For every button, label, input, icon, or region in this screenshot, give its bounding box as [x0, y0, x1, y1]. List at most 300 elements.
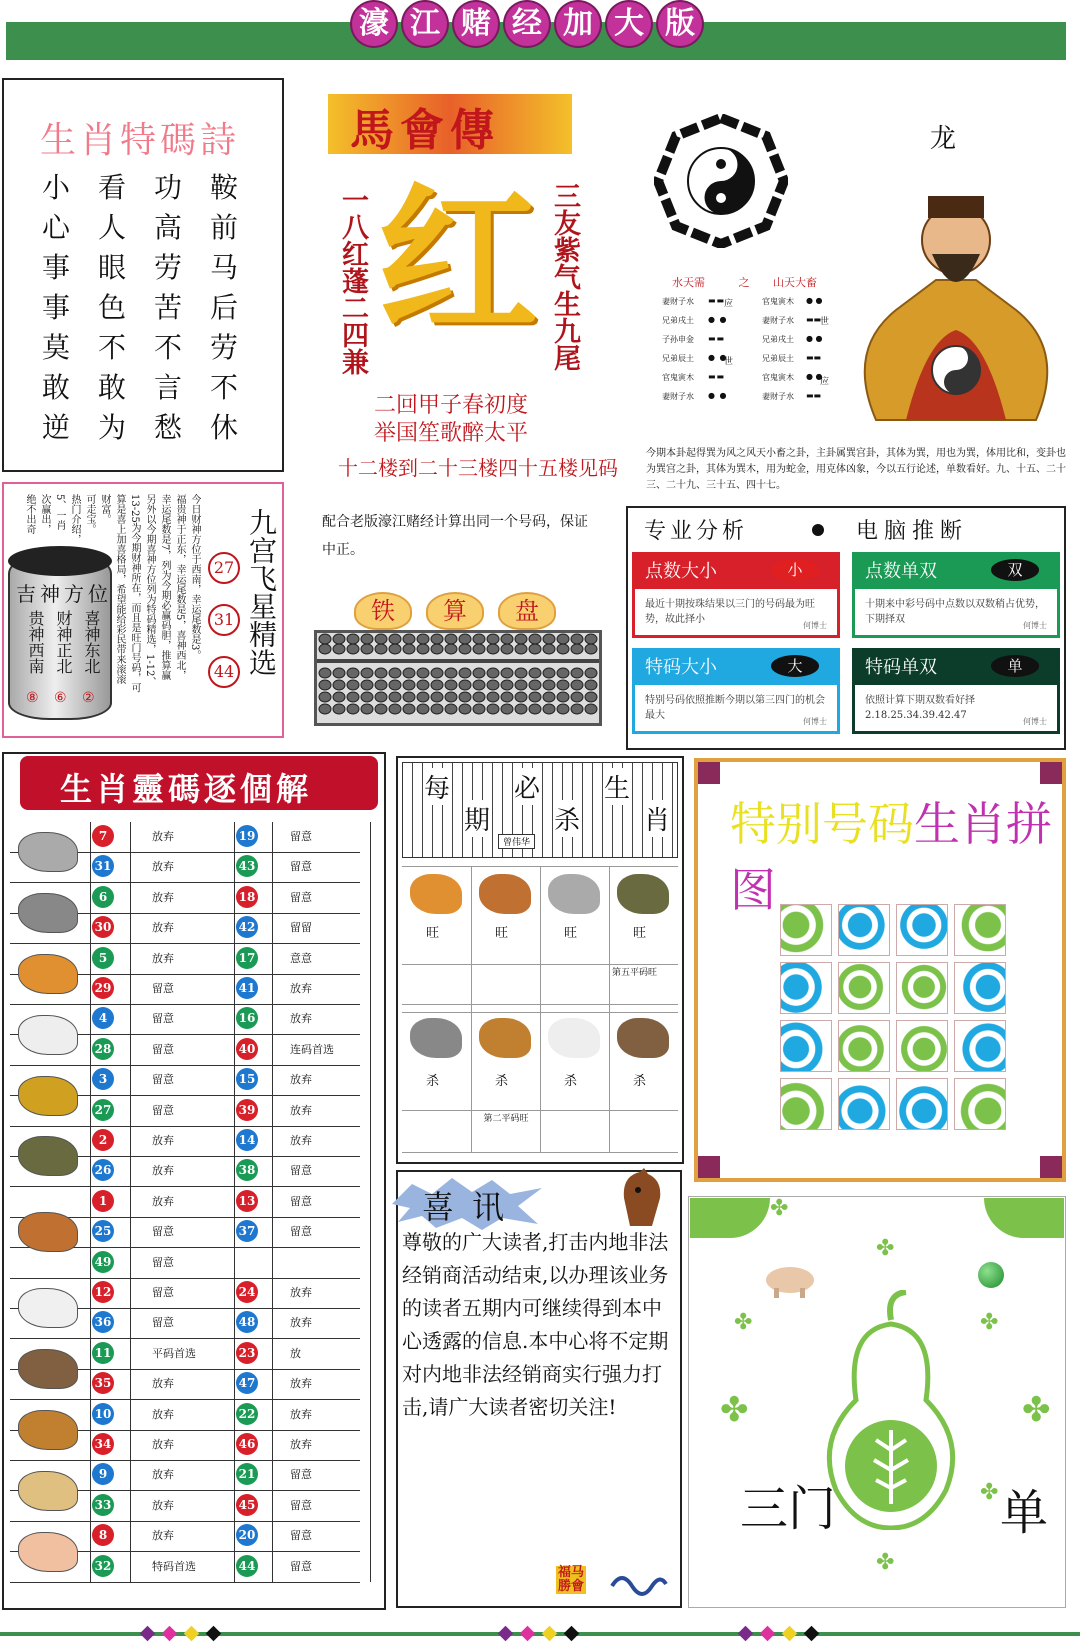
- abacus-bead: [529, 704, 541, 714]
- abacus-bead: [571, 704, 583, 714]
- grid-line: [540, 866, 541, 1152]
- poem-char: 敢: [98, 371, 127, 404]
- abacus-bead: [417, 680, 429, 690]
- abacus-bead: [487, 692, 499, 702]
- abacus-bead: [375, 692, 387, 702]
- abacus-bead: [347, 634, 359, 644]
- abacus-bead: [543, 704, 555, 714]
- hexagram-title-left: 水天需: [672, 276, 705, 289]
- nine-palace-text-col: 福贵神于正东，幸运尾数是5，喜神西北，: [174, 494, 185, 681]
- number-ball: 10: [92, 1403, 114, 1425]
- number-ball: 33: [92, 1494, 114, 1516]
- puzzle-tile: [896, 904, 948, 956]
- rooster-icon: [18, 1410, 78, 1450]
- puzzle-tile: [780, 962, 832, 1014]
- row-label-2: 留意: [290, 890, 312, 904]
- clover-icon: ✤: [980, 1310, 999, 1335]
- nine-palace-title: 九宫飞星精选: [245, 508, 278, 676]
- abacus-bead: [571, 668, 583, 678]
- abacus-bead: [473, 704, 485, 714]
- puzzle-tile: [954, 1078, 1006, 1130]
- number-ball: 12: [92, 1281, 114, 1303]
- row-label-2: 连码首选: [290, 1042, 334, 1056]
- abacus-bead: [459, 634, 471, 644]
- abacus-bead: [501, 644, 513, 654]
- footer-diamond: [542, 1626, 558, 1642]
- number-ball: 47: [236, 1372, 258, 1394]
- abacus-bead: [543, 634, 555, 644]
- abacus-bead: [375, 668, 387, 678]
- row-label-2: 放弃: [290, 982, 312, 995]
- kill-title-char: 生: [604, 768, 630, 805]
- analysis-box-badge: 单: [991, 655, 1039, 677]
- analysis-box-text: 最近十期按珠结果以三门的号码最为旺势，故此择小: [645, 599, 815, 625]
- row-label-2: 留意: [290, 1529, 312, 1543]
- pear-text-left: 三门: [740, 1481, 837, 1537]
- direction-name: 贵神西南: [26, 610, 45, 674]
- row-label-1: 特码首选: [152, 1559, 196, 1573]
- number-ball: 2: [92, 1129, 114, 1151]
- ox-icon: [18, 893, 78, 933]
- row-label-1: 留意: [152, 1316, 174, 1330]
- nine-palace-text-col: 次赢出，: [39, 494, 50, 534]
- abacus-bead: [487, 680, 499, 690]
- footer-diamond: [738, 1626, 754, 1642]
- sha-label: 杀: [633, 1074, 647, 1089]
- abacus-bead: [459, 644, 471, 654]
- tiger-icon: [410, 874, 462, 914]
- nine-palace-text-col: 可走宝。: [84, 494, 95, 534]
- puzzle-tile: [838, 1020, 890, 1072]
- horse-icon: [479, 874, 531, 914]
- abacus-bead: [347, 668, 359, 678]
- dragon-label: 龙: [930, 124, 957, 154]
- abacus-icon: [314, 630, 602, 726]
- number-ball: 18: [236, 886, 258, 908]
- abacus-bead: [431, 634, 443, 644]
- abacus-title-char: 算: [426, 592, 484, 630]
- nine-palace-text-col: 财富。: [99, 494, 110, 524]
- analysis-box-sign: 何博士: [803, 621, 827, 630]
- footer-diamond: [804, 1626, 820, 1642]
- abacus-bead: [403, 668, 415, 678]
- poem-char: 马: [210, 251, 239, 284]
- abacus-bead: [459, 668, 471, 678]
- abacus-bead: [585, 680, 597, 690]
- row-label-1: 留意: [152, 1073, 174, 1087]
- nine-palace-text-col: 算是喜上加喜格局，希望能给彩民带来滚滚: [114, 494, 125, 684]
- nine-palace-text-col: 今日财神方位于西南，幸运尾数是3。: [189, 494, 200, 661]
- direction-number: ⑥: [54, 690, 67, 706]
- row-label-2: 放弃: [290, 1438, 312, 1451]
- number-ball: 20: [236, 1524, 258, 1546]
- dog-icon: [18, 1471, 78, 1511]
- clover-icon: ✤: [734, 1310, 753, 1335]
- abacus-bead: [585, 634, 597, 644]
- poem-char: 莫: [42, 331, 71, 364]
- row-label-2: 放弃: [290, 1012, 312, 1026]
- title-char: 赌: [454, 2, 498, 46]
- analysis-box-title: 特码单双 单: [855, 651, 1057, 685]
- poem-char: 劳: [210, 331, 239, 364]
- abacus-bead: [557, 634, 569, 644]
- direction-name: 财神正北: [54, 610, 73, 674]
- row-label-2: 留意: [290, 1498, 312, 1512]
- poem-char: 言: [154, 371, 183, 404]
- horse-line-3: 十二楼到二十三楼四十五楼见码: [338, 456, 618, 480]
- number-ball: 1: [92, 1190, 114, 1212]
- abacus-bead: [501, 692, 513, 702]
- abacus-bead: [459, 704, 471, 714]
- horse-big-char: 红: [378, 167, 539, 355]
- hexagram-line-mark: ● ●: [806, 372, 823, 381]
- hexagram-right-line: 官鬼寅木: [762, 297, 794, 306]
- number-ball: 19: [236, 825, 258, 847]
- abacus-bead: [417, 692, 429, 702]
- news-title: 喜讯: [422, 1188, 523, 1226]
- poem-char: 鞍: [210, 171, 239, 204]
- hexagram-line-mark: ▬▬: [708, 372, 726, 381]
- hexagram-left-line: 妻财子水: [662, 297, 694, 306]
- abacus-bead: [319, 634, 331, 644]
- number-ball: 43: [236, 855, 258, 877]
- abacus-bead: [389, 644, 401, 654]
- abacus-bead: [361, 680, 373, 690]
- number-ball: 21: [236, 1463, 258, 1485]
- puzzle-corner-tr: [1040, 762, 1062, 784]
- horse-head-icon: [616, 1168, 668, 1228]
- number-ball: 26: [92, 1159, 114, 1181]
- hexagram-line-mark: ● ●: [708, 391, 728, 400]
- abacus-bead: [445, 692, 457, 702]
- row-label-2: 放: [290, 1346, 301, 1360]
- hexagram-right-line: 官鬼寅木: [762, 373, 794, 382]
- number-ball: 13: [236, 1190, 258, 1212]
- abacus-bead: [361, 634, 373, 644]
- rat-icon: [18, 832, 78, 872]
- direction-title: 吉神方位: [16, 582, 112, 606]
- number-ball: 42: [236, 916, 258, 938]
- abacus-bead: [347, 644, 359, 654]
- poem-char: 眼: [98, 251, 127, 284]
- row-label-1: 放弃: [152, 1164, 174, 1178]
- zodiac-table-banner: [20, 756, 378, 810]
- rat-icon: [548, 874, 600, 914]
- abacus-bead: [487, 668, 499, 678]
- poem-char: 看: [98, 171, 127, 204]
- abacus-bead: [403, 692, 415, 702]
- abacus-beam: [317, 659, 599, 663]
- hexagram-left-line: 子孙申金: [662, 335, 694, 344]
- snake-icon: [18, 1136, 78, 1176]
- row-label-1: 留意: [152, 1225, 174, 1239]
- hexagram-left-line: 妻财子水: [662, 392, 694, 401]
- title-char: 版: [658, 2, 702, 46]
- analysis-title-dot: [812, 524, 824, 536]
- row-label-2: 留意: [290, 1559, 312, 1573]
- abacus-bead: [515, 680, 527, 690]
- abacus-note: 配合老版濠江赌经计算出同一个号码，保证中正。: [322, 514, 588, 558]
- hexagram-line-mark: ▬▬: [708, 334, 726, 343]
- table-row: [10, 1248, 360, 1279]
- number-ball: 32: [92, 1555, 114, 1577]
- analysis-box-title: 点数大小 小: [635, 555, 837, 589]
- analysis-box-sign: 何博士: [1023, 717, 1047, 726]
- clover-icon: ✤: [876, 1550, 895, 1575]
- poem-char: 色: [98, 291, 127, 324]
- abacus-bead: [361, 668, 373, 678]
- row-label-1: 放弃: [152, 1438, 174, 1451]
- abacus-bead: [487, 644, 499, 654]
- puzzle-tile: [896, 962, 948, 1014]
- row-label-1: 留意: [152, 1042, 174, 1056]
- abacus-bead: [389, 680, 401, 690]
- number-ball: 30: [92, 916, 114, 938]
- abacus-bead: [403, 644, 415, 654]
- abacus-bead: [319, 692, 331, 702]
- title-char: 大: [607, 2, 651, 46]
- poem-char: 心: [42, 211, 71, 244]
- analysis-box: [632, 552, 840, 638]
- row-label-1: 放弃: [152, 890, 174, 904]
- abacus-bead: [473, 680, 485, 690]
- number-ball: 5: [92, 947, 114, 969]
- abacus-bead: [431, 668, 443, 678]
- poem-title: 生肖特碼詩: [40, 120, 241, 161]
- abacus-bead: [333, 704, 345, 714]
- table-divider: [234, 822, 235, 1582]
- title-char: 加: [556, 2, 600, 46]
- table-row: [10, 1187, 360, 1218]
- nine-palace-text-col: 绝不出奇: [24, 494, 35, 534]
- puzzle-tile: [896, 1020, 948, 1072]
- abacus-bead: [459, 680, 471, 690]
- direction-number: ②: [82, 690, 95, 706]
- hexagram-line-mark: ▬▬: [806, 315, 822, 324]
- nine-palace-number: 31: [208, 604, 240, 636]
- number-ball: 16: [236, 1007, 258, 1029]
- ox-icon: [410, 1018, 462, 1058]
- horse-banner-text: 馬會傳: [350, 105, 500, 156]
- abacus-bead: [501, 634, 513, 644]
- abacus-bead: [473, 644, 485, 654]
- row-label-2: 留意: [290, 1164, 312, 1178]
- green-ball: [978, 1262, 1004, 1288]
- grid-line: [609, 866, 610, 1152]
- number-ball: 8: [92, 1524, 114, 1546]
- number-ball: 27: [92, 1099, 114, 1121]
- abacus-bead: [389, 704, 401, 714]
- abacus-bead: [333, 692, 345, 702]
- abacus-bead: [515, 704, 527, 714]
- abacus-bead: [445, 644, 457, 654]
- nine-palace-text-col: 另外以今期喜神方位列为特码精选，1-12、: [144, 494, 155, 687]
- abacus-bead: [347, 680, 359, 690]
- poem-char: 前: [210, 211, 239, 244]
- abacus-bead: [389, 668, 401, 678]
- number-ball: 15: [236, 1068, 258, 1090]
- row-label-2: 留意: [290, 1194, 312, 1208]
- horse-icon: [18, 1212, 78, 1252]
- number-ball: 40: [236, 1038, 258, 1060]
- abacus-bead: [501, 680, 513, 690]
- row-label-2: 意意: [290, 951, 312, 965]
- abacus-bead: [585, 668, 597, 678]
- nine-palace-text-col: 13-25为今期财神所在，而且是旺门号码，可: [129, 494, 140, 693]
- row-label-1: 放弃: [152, 1194, 174, 1208]
- hexagram-line-mark: ● ●: [806, 296, 823, 305]
- horse-line-1: 二回甲子春初度: [374, 393, 529, 418]
- puzzle-tile: [838, 962, 890, 1014]
- row-label-1: 留意: [152, 1286, 174, 1299]
- pear-icon: [816, 1290, 966, 1530]
- poem-char: 劳: [154, 251, 183, 284]
- analysis-title-left: 专业分析: [644, 519, 749, 544]
- table-divider: [272, 822, 273, 1582]
- hexagram-left-line: 官鬼寅木: [662, 373, 694, 382]
- hexagram-line-mark: ● ●: [806, 334, 823, 343]
- row-label-2: 放弃: [290, 1377, 312, 1391]
- puzzle-corner-tl: [698, 762, 720, 784]
- abacus-bead: [319, 644, 331, 654]
- hexagram-title-right: 山天大畜: [773, 276, 817, 289]
- abacus-bead: [319, 704, 331, 714]
- footer-diamond: [564, 1626, 580, 1642]
- logo-icon: [608, 1570, 668, 1602]
- hexagram-right-line: 妻财子水: [762, 392, 794, 401]
- hexagram-title-mid: 之: [738, 276, 750, 289]
- title-char: 濠: [352, 2, 396, 46]
- row-label-1: 放弃: [152, 1529, 174, 1543]
- poem-char: 事: [42, 251, 71, 284]
- footer-diamond: [782, 1626, 798, 1642]
- row-label-2: 留意: [290, 1225, 312, 1239]
- abacus-bead: [487, 634, 499, 644]
- horse-right-couplet: 三友紫气生九尾: [549, 182, 580, 371]
- abacus-bead: [557, 704, 569, 714]
- pig-icon-small: [762, 1262, 820, 1298]
- puzzle-tile: [954, 1020, 1006, 1072]
- hexagram-left-line: 兄弟戌土: [662, 316, 694, 325]
- row-label-2: 放弃: [290, 1407, 312, 1421]
- poem-char: 苦: [154, 291, 183, 324]
- clover-icon: ✤: [980, 1480, 999, 1505]
- number-ball: 3: [92, 1068, 114, 1090]
- row-label-1: 放弃: [152, 951, 174, 965]
- clover-icon: ✤: [1022, 1390, 1051, 1430]
- abacus-title-char: 盘: [498, 592, 556, 630]
- poem-char: 后: [210, 291, 239, 324]
- rabbit-icon: [18, 1015, 78, 1055]
- snake-icon: [617, 874, 669, 914]
- abacus-bead: [543, 668, 555, 678]
- abacus-bead: [375, 680, 387, 690]
- abacus-bead: [431, 692, 443, 702]
- kill-title-char: 肖: [644, 800, 670, 837]
- goat-icon: [548, 1018, 600, 1058]
- abacus-bead: [473, 692, 485, 702]
- tiger-icon: [18, 954, 78, 994]
- dragon-icon: [18, 1076, 78, 1116]
- analysis-box-title: 特码大小 大: [635, 651, 837, 685]
- puzzle-tile: [780, 1078, 832, 1130]
- footer-diamond: [184, 1626, 200, 1642]
- wang-label: 旺: [564, 926, 578, 941]
- table-divider: [370, 822, 371, 1582]
- sha-label: 杀: [495, 1074, 509, 1089]
- abacus-bead: [557, 680, 569, 690]
- wang-label: 旺: [495, 926, 509, 941]
- analysis-box: [632, 648, 840, 734]
- grid-line: [402, 1152, 678, 1153]
- abacus-bead: [571, 644, 583, 654]
- kill-note-2: 第二平码旺: [483, 1114, 529, 1124]
- abacus-bead: [319, 680, 331, 690]
- number-ball: 4: [92, 1007, 114, 1029]
- nine-palace-text-col: 幸运尾数是7，列为今期必赢码胆，推算赢: [159, 494, 170, 681]
- abacus-bead: [431, 704, 443, 714]
- abacus-bead: [417, 634, 429, 644]
- abacus-bead: [417, 704, 429, 714]
- abacus-bead: [585, 704, 597, 714]
- analysis-title-right: 电脑推断: [856, 519, 969, 544]
- row-label-1: 放弃: [152, 1407, 174, 1421]
- abacus-bead: [529, 668, 541, 678]
- number-ball: 49: [92, 1251, 114, 1273]
- abacus-bead: [501, 668, 513, 678]
- abacus-bead: [501, 704, 513, 714]
- number-ball: 37: [236, 1220, 258, 1242]
- hexagram-ying-mark-2: 应: [820, 377, 830, 387]
- puzzle-tile: [838, 1078, 890, 1130]
- row-label-2: 放弃: [290, 1316, 312, 1330]
- kill-title-char: 期: [464, 800, 490, 837]
- abacus-bead: [515, 692, 527, 702]
- abacus-bead: [529, 644, 541, 654]
- number-ball: 17: [236, 947, 258, 969]
- abacus-bead: [417, 668, 429, 678]
- poem-char: 功: [154, 171, 183, 204]
- puzzle-corner-bl: [698, 1156, 720, 1178]
- abacus-bead: [445, 634, 457, 644]
- analysis-box-text: 特别号码依照推断今期以第三四门的机会最大: [645, 695, 825, 721]
- nine-palace-number: 27: [208, 552, 240, 584]
- abacus-bead: [375, 644, 387, 654]
- puzzle-tile: [954, 962, 1006, 1014]
- row-label-2: 留意: [290, 860, 312, 874]
- hexagram-title: [672, 274, 817, 290]
- analysis-box: [852, 552, 1060, 638]
- row-label-2: 放弃: [290, 1286, 312, 1299]
- abacus-bead: [347, 704, 359, 714]
- number-ball: 31: [92, 855, 114, 877]
- hexagram-line-mark: ● ●: [708, 353, 728, 362]
- analysis-box-sign: 何博士: [803, 717, 827, 726]
- number-ball: 23: [236, 1342, 258, 1364]
- kill-stamp: 曾伟华: [498, 834, 535, 849]
- row-label-1: 放弃: [152, 921, 174, 935]
- hexagram-right-line: 兄弟戌土: [762, 335, 794, 344]
- row-label-1: 放弃: [152, 1498, 174, 1512]
- direction-number: ⑧: [26, 690, 39, 706]
- news-body: 尊敬的广大读者,打击内地非法经销商活动结束,以办理该业务的读者五期内可继续得到本中心透露的信息.本中心将不定期对内地非法经销商实行强力打击,请广大读者密切关注!: [402, 1230, 669, 1419]
- puzzle-corner-br: [1040, 1156, 1062, 1178]
- poem-char: 人: [98, 211, 127, 244]
- sha-label: 杀: [426, 1074, 440, 1089]
- sha-label: 杀: [564, 1074, 578, 1089]
- abacus-title-char: 铁: [354, 592, 412, 630]
- footer-diamond: [162, 1626, 178, 1642]
